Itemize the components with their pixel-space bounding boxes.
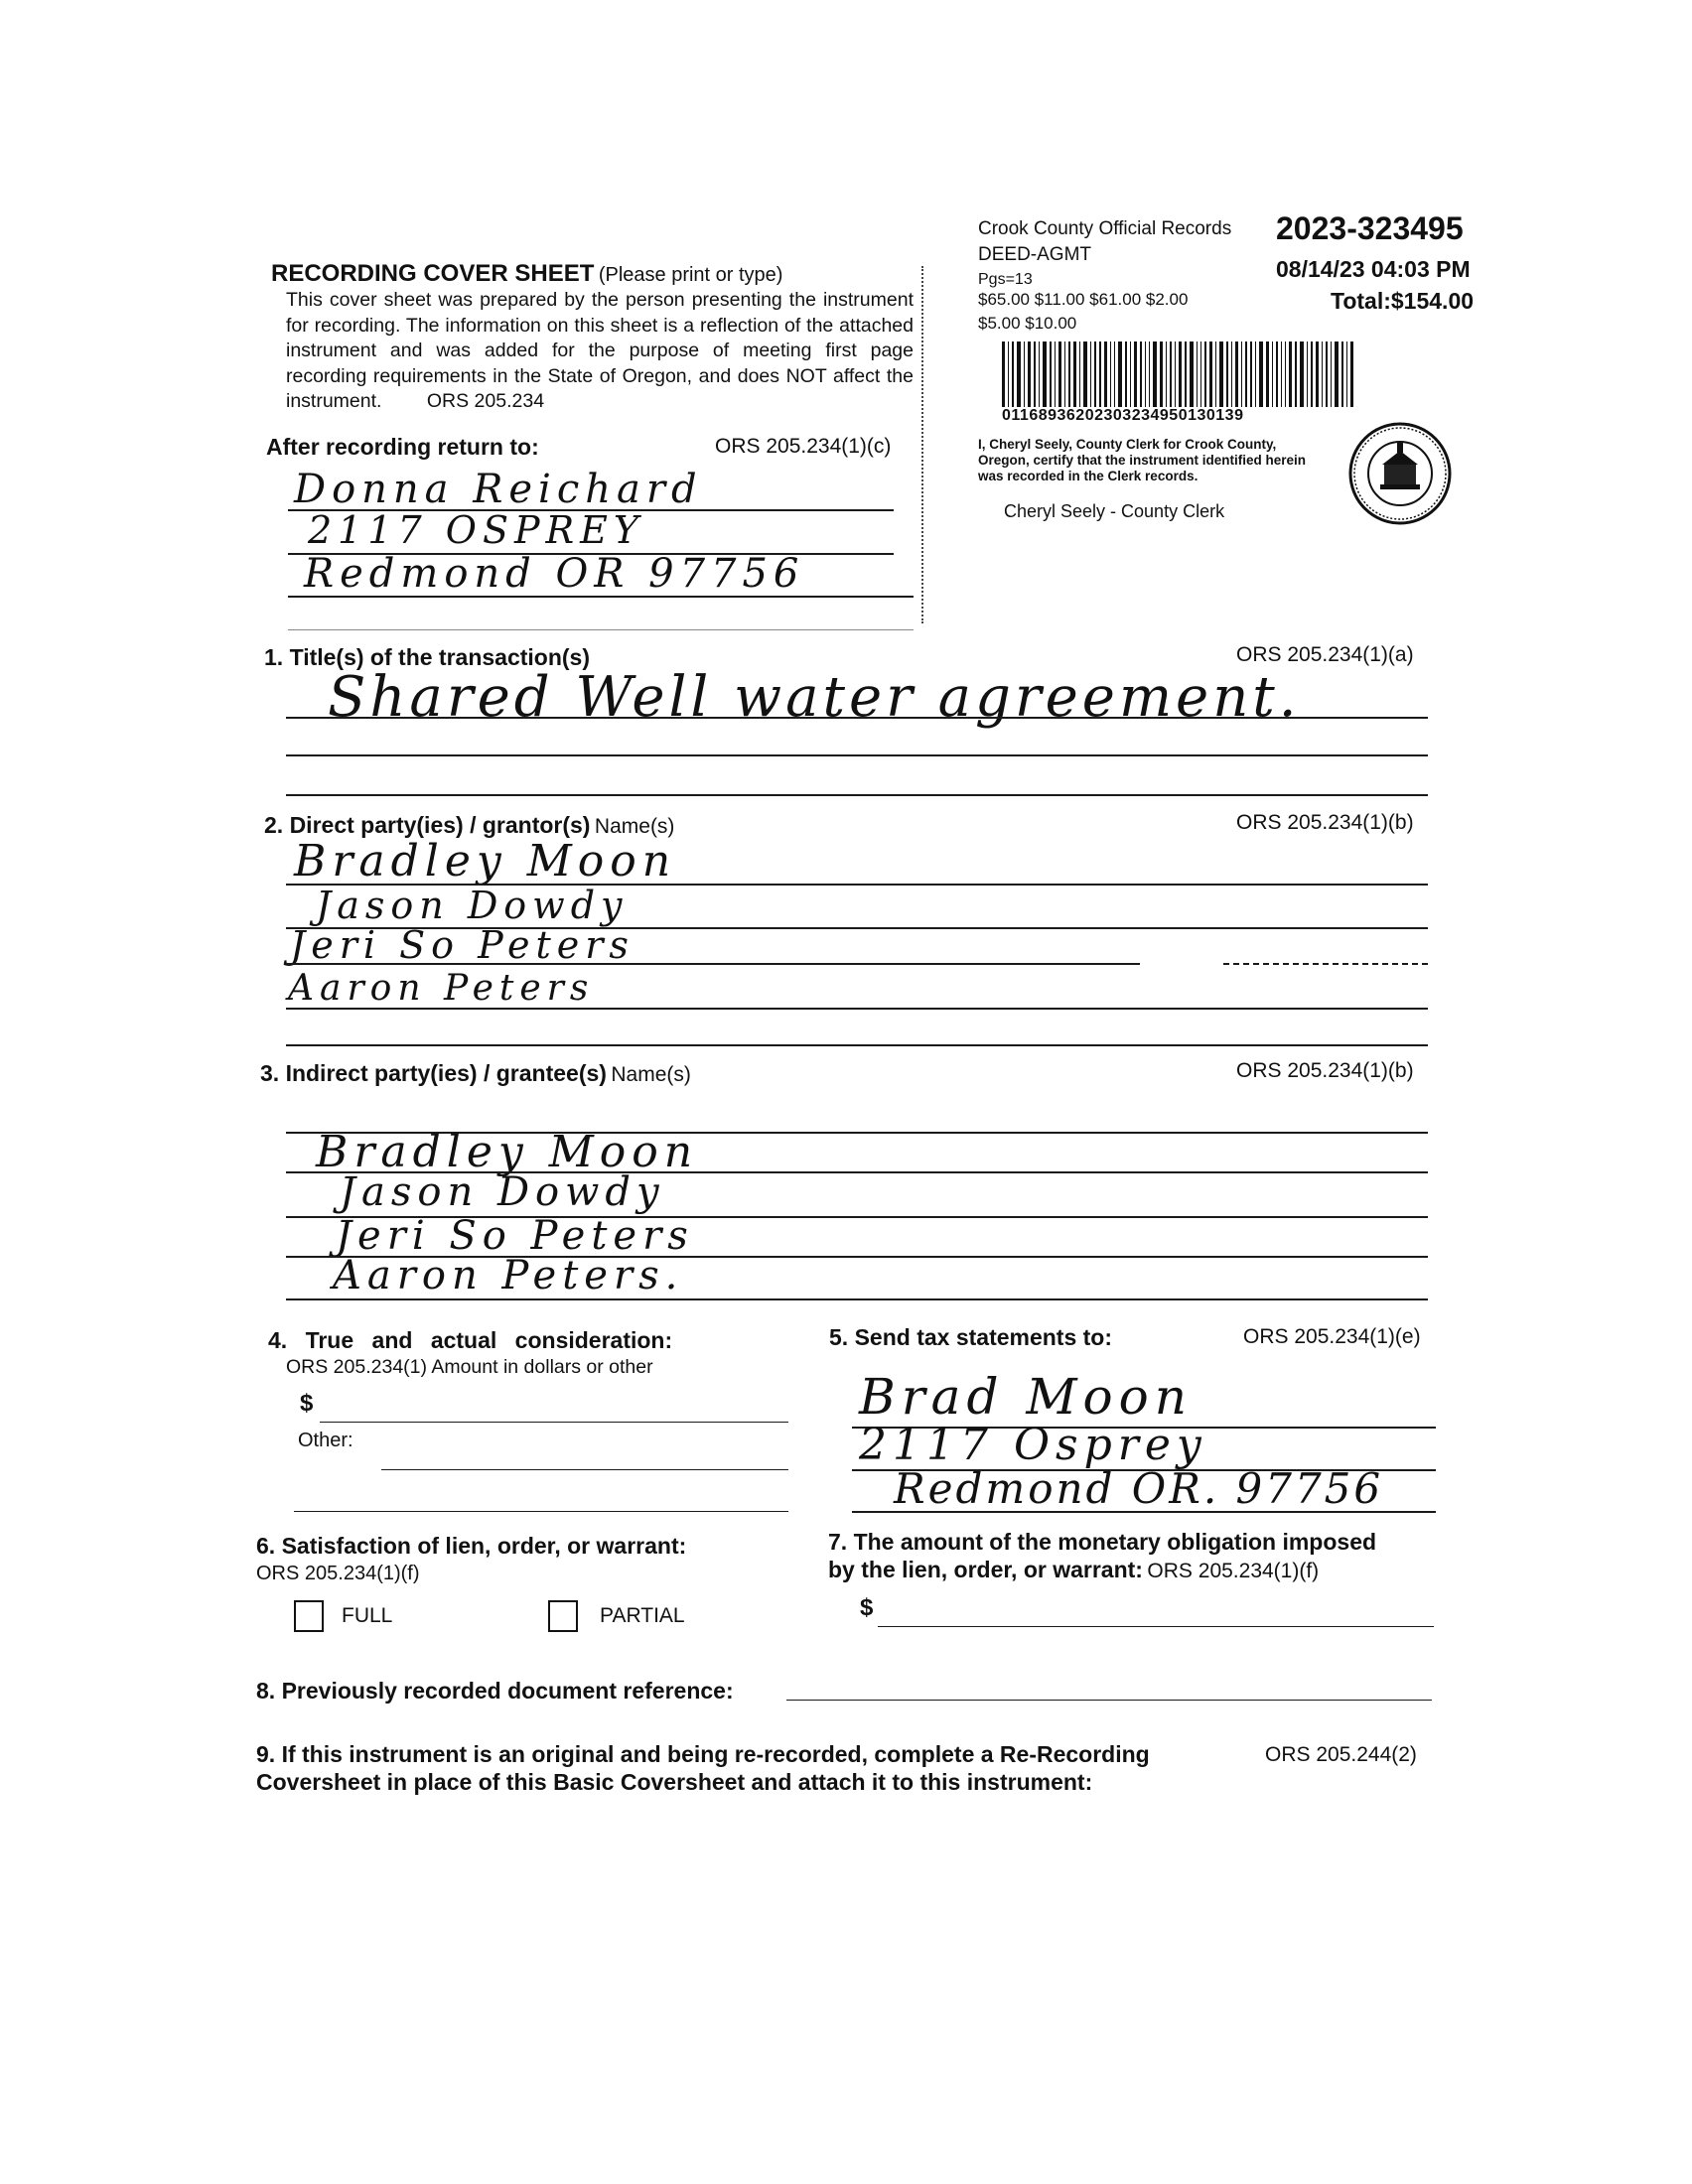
tax-rule-3 bbox=[852, 1511, 1436, 1513]
grantee-name-3: Jeri So Peters bbox=[336, 1213, 694, 1259]
barcode-bar bbox=[1028, 341, 1031, 407]
grantee-rule-4 bbox=[286, 1298, 1428, 1300]
barcode-bar bbox=[1058, 341, 1061, 407]
stamp-doc-type: DEED-AGMT bbox=[978, 244, 1091, 265]
barcode-bar bbox=[1149, 341, 1150, 407]
stamp-datetime: 08/14/23 04:03 PM bbox=[1276, 256, 1471, 282]
barcode-bar bbox=[1331, 341, 1332, 407]
barcode-bar bbox=[1055, 341, 1056, 407]
barcode-bar bbox=[1346, 341, 1347, 407]
section2-label bbox=[264, 812, 674, 839]
section7-rule bbox=[878, 1626, 1434, 1627]
return-to-line-3: Redmond OR 97756 bbox=[304, 551, 805, 597]
barcode-bar bbox=[1073, 341, 1076, 407]
section3-label bbox=[260, 1060, 691, 1087]
barcode-bar bbox=[1285, 341, 1286, 407]
barcode-bar bbox=[1090, 341, 1091, 407]
cover-title-note: (Please print or type) bbox=[598, 264, 783, 286]
return-to-line-2: 2117 OSPREY bbox=[308, 508, 644, 552]
barcode-bar bbox=[1209, 341, 1212, 407]
cover-description-text: This cover sheet was prepared by the person presenting the instrument for recording. The information on this sheet is a reflection of the attached instrument and was added for the purpose of meeting first page recording requirements in the State of Oregon, and does NOT affect the instrument. bbox=[286, 289, 914, 412]
barcode-bar bbox=[1215, 341, 1216, 407]
barcode-bar bbox=[1068, 341, 1070, 407]
barcode-bar bbox=[1140, 341, 1142, 407]
section3-label-bold: 3. Indirect party(ies) / grantee(s) bbox=[260, 1060, 607, 1086]
barcode-bar bbox=[1034, 341, 1036, 407]
barcode-bar bbox=[1204, 341, 1206, 407]
grantor-rule-3b bbox=[1223, 963, 1428, 965]
section4-other: Other: bbox=[298, 1430, 353, 1451]
barcode-bar bbox=[1153, 341, 1157, 407]
section1-rule-2 bbox=[286, 754, 1428, 756]
return-to-label: After recording return to: bbox=[266, 434, 539, 460]
barcode-bar bbox=[1190, 341, 1194, 407]
cover-description-ors: ORS 205.234 bbox=[426, 390, 545, 412]
section6-ors: ORS 205.234(1)(f) bbox=[256, 1563, 420, 1584]
section5-ors: ORS 205.234(1)(e) bbox=[1243, 1325, 1421, 1348]
cover-description bbox=[286, 288, 914, 415]
section8-rule bbox=[786, 1700, 1432, 1701]
barcode-bar bbox=[1175, 341, 1176, 407]
stamp-instrument-number: 2023-323495 bbox=[1276, 210, 1464, 246]
section4-sub: ORS 205.234(1) Amount in dollars or other bbox=[286, 1356, 653, 1378]
barcode-bar bbox=[1281, 341, 1282, 407]
barcode-bar bbox=[1235, 341, 1238, 407]
barcode-bar bbox=[1125, 341, 1127, 407]
section3-label-normal: Name(s) bbox=[611, 1063, 691, 1086]
barcode-bar bbox=[1316, 341, 1319, 407]
barcode-bar bbox=[1002, 341, 1005, 407]
return-to-line-1: Donna Reichard bbox=[294, 467, 703, 512]
barcode-bar bbox=[1311, 341, 1313, 407]
barcode-bar bbox=[1118, 341, 1122, 407]
section1-value: Shared Well water agreement. bbox=[328, 665, 1301, 730]
tax-line-3: Redmond OR. 97756 bbox=[894, 1464, 1384, 1513]
grantor-rule-5 bbox=[286, 1044, 1428, 1046]
grantor-name-4: Aaron Peters bbox=[288, 968, 595, 1009]
barcode-bar bbox=[1160, 341, 1163, 407]
section7-dollar: $ bbox=[860, 1594, 874, 1621]
cover-title: RECORDING COVER SHEET bbox=[271, 260, 595, 287]
grantee-name-1: Bradley Moon bbox=[316, 1127, 699, 1177]
barcode-bar bbox=[1341, 341, 1343, 407]
section4-rule-2 bbox=[381, 1469, 788, 1470]
barcode-bar bbox=[1295, 341, 1297, 407]
section2-label-normal: Name(s) bbox=[594, 815, 675, 838]
stamp-fees-2: $5.00 $10.00 bbox=[978, 314, 1077, 333]
barcode-bar bbox=[1104, 341, 1107, 407]
barcode-bar bbox=[1231, 341, 1232, 407]
barcode bbox=[1002, 341, 1455, 407]
barcode-bar bbox=[1017, 341, 1021, 407]
stamp-clerk: Cheryl Seely - County Clerk bbox=[1004, 501, 1225, 521]
section1-rule-1 bbox=[286, 717, 1428, 719]
recording-stamp bbox=[978, 210, 1494, 534]
section9-line-2: Coversheet in place of this Basic Coversheet and attach it to this instrument: bbox=[256, 1769, 1093, 1795]
section4-rule-3 bbox=[294, 1511, 788, 1512]
section4-rule-1 bbox=[320, 1422, 788, 1423]
barcode-bar bbox=[1276, 341, 1278, 407]
barcode-bar bbox=[1200, 341, 1201, 407]
barcode-bar bbox=[1099, 341, 1101, 407]
barcode-bar bbox=[1083, 341, 1087, 407]
barcode-bar bbox=[1259, 341, 1263, 407]
section2-label-bold: 2. Direct party(ies) / grantor(s) bbox=[264, 812, 591, 838]
barcode-bar bbox=[1226, 341, 1228, 407]
stamp-office: Crook County Official Records bbox=[978, 218, 1232, 239]
grantor-name-2: Jason Dowdy bbox=[316, 884, 629, 927]
section1-ors: ORS 205.234(1)(a) bbox=[1236, 643, 1414, 666]
section8-label: 8. Previously recorded document reference: bbox=[256, 1678, 734, 1704]
barcode-bar bbox=[1110, 341, 1111, 407]
barcode-bar bbox=[1350, 341, 1353, 407]
tax-line-1: Brad Moon bbox=[859, 1368, 1193, 1426]
full-label: FULL bbox=[342, 1604, 393, 1627]
barcode-bar bbox=[1179, 341, 1182, 407]
tax-line-2: 2117 Osprey bbox=[859, 1420, 1207, 1470]
section5-label: 5. Send tax statements to: bbox=[829, 1324, 1113, 1350]
barcode-bar bbox=[1170, 341, 1172, 407]
barcode-bar bbox=[1008, 341, 1009, 407]
section7-label-1: 7. The amount of the monetary obligation imposed bbox=[828, 1529, 1377, 1555]
section9-line-1: 9. If this instrument is an original and being re-recorded, complete a Re-Recording bbox=[256, 1741, 1150, 1767]
full-checkbox[interactable] bbox=[294, 1600, 324, 1632]
barcode-bar bbox=[1039, 341, 1040, 407]
barcode-bar bbox=[1166, 341, 1167, 407]
grantee-name-2: Jason Dowdy bbox=[340, 1169, 665, 1215]
barcode-bar bbox=[1012, 341, 1014, 407]
grantor-name-3: Jeri So Peters bbox=[290, 923, 634, 967]
section7-ors: ORS 205.234(1)(f) bbox=[1147, 1560, 1320, 1582]
barcode-bar bbox=[1185, 341, 1187, 407]
return-to-rule-4 bbox=[288, 629, 914, 630]
barcode-bar bbox=[1134, 341, 1137, 407]
section1-rule-3 bbox=[286, 794, 1428, 796]
barcode-bar bbox=[1335, 341, 1339, 407]
barcode-bar bbox=[1272, 341, 1273, 407]
barcode-bar bbox=[1326, 341, 1328, 407]
stamp-total: Total:$154.00 bbox=[1331, 288, 1475, 314]
barcode-bar bbox=[1219, 341, 1223, 407]
section9-ors: ORS 205.244(2) bbox=[1265, 1743, 1417, 1766]
barcode-bar bbox=[1250, 341, 1252, 407]
barcode-bar bbox=[1079, 341, 1080, 407]
section6-label: 6. Satisfaction of lien, order, or warrant: bbox=[256, 1533, 687, 1559]
section1-label: 1. Title(s) of the transaction(s) bbox=[264, 644, 591, 670]
barcode-bar bbox=[1307, 341, 1308, 407]
header-divider bbox=[921, 266, 923, 623]
section7-label-2-row bbox=[828, 1557, 1319, 1583]
section3-ors: ORS 205.234(1)(b) bbox=[1236, 1059, 1414, 1082]
barcode-bar bbox=[1289, 341, 1292, 407]
grantor-name-1: Bradley Moon bbox=[294, 836, 677, 887]
stamp-certification: I, Cheryl Seely, County Clerk for Crook County, Oregon, certify that the instrument identified herein was recorded in the Clerk records. bbox=[978, 437, 1307, 483]
grantor-rule-3 bbox=[286, 963, 1140, 965]
partial-label: PARTIAL bbox=[600, 1604, 685, 1627]
barcode-bar bbox=[1266, 341, 1269, 407]
grantor-rule-4 bbox=[286, 1008, 1428, 1010]
return-to-ors: ORS 205.234(1)(c) bbox=[715, 435, 892, 458]
barcode-bar bbox=[1322, 341, 1323, 407]
barcode-number: 01168936202303234950130139 bbox=[1002, 407, 1244, 424]
barcode-bar bbox=[1300, 341, 1304, 407]
section7-label-2: by the lien, order, or warrant: bbox=[828, 1557, 1143, 1582]
barcode-bar bbox=[1064, 341, 1065, 407]
barcode-bar bbox=[1094, 341, 1096, 407]
grantee-name-4: Aaron Peters. bbox=[333, 1253, 684, 1298]
cover-title-row bbox=[271, 260, 782, 288]
barcode-bar bbox=[1024, 341, 1025, 407]
barcode-bar bbox=[1130, 341, 1131, 407]
stamp-fees-1: $65.00 $11.00 $61.00 $2.00 bbox=[978, 290, 1189, 309]
barcode-bar bbox=[1043, 341, 1047, 407]
barcode-bar bbox=[1050, 341, 1052, 407]
barcode-bar bbox=[1114, 341, 1115, 407]
section2-ors: ORS 205.234(1)(b) bbox=[1236, 811, 1414, 834]
section4-dollar: $ bbox=[300, 1390, 314, 1417]
barcode-bar bbox=[1245, 341, 1247, 407]
barcode-bar bbox=[1241, 341, 1242, 407]
stamp-pages: Pgs=13 bbox=[978, 271, 1033, 288]
return-to-rule-3 bbox=[288, 596, 914, 598]
partial-checkbox[interactable] bbox=[548, 1600, 578, 1632]
barcode-bar bbox=[1197, 341, 1198, 407]
section4-label: 4. True and actual consideration: bbox=[268, 1327, 673, 1353]
barcode-bar bbox=[1255, 341, 1256, 407]
barcode-bar bbox=[1145, 341, 1146, 407]
county-seal-icon bbox=[1347, 421, 1453, 526]
